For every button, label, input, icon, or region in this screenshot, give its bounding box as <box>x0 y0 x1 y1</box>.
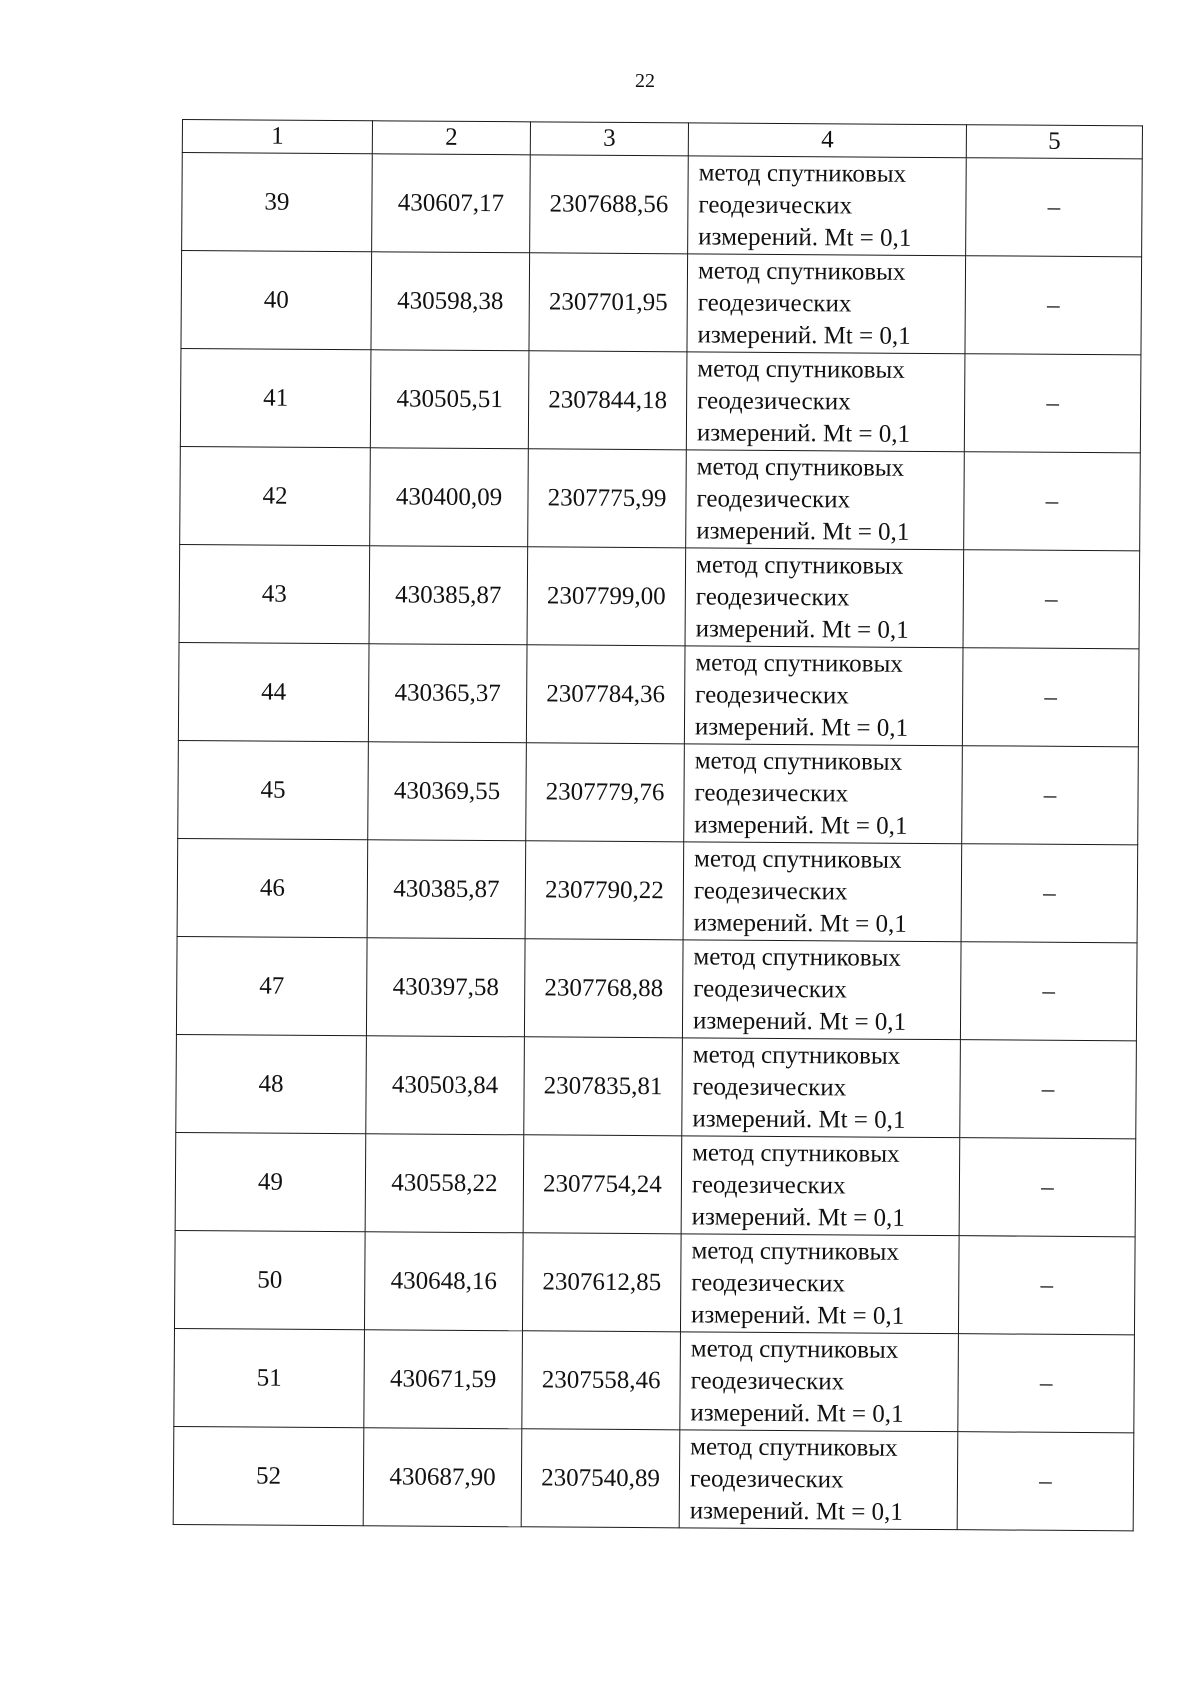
table-row <box>180 348 1141 452</box>
method-cell <box>682 1038 961 1138</box>
coordinates-table <box>173 119 1143 1531</box>
y-coordinate-cell: 2307612,85 <box>522 1233 681 1332</box>
method-line-3: измерений. Mt = 0,1 <box>698 222 912 252</box>
method-line-1: метод спутниковых <box>695 648 903 678</box>
method-line-1: метод спутниковых <box>698 158 907 188</box>
table-row <box>174 1328 1135 1432</box>
point-number-cell: 49 <box>175 1132 366 1231</box>
method-line-1: метод спутниковых <box>695 550 904 580</box>
table-row <box>176 1034 1137 1138</box>
table-row <box>179 544 1140 648</box>
method-cell <box>687 254 966 354</box>
method-line-2: геодезических <box>692 1072 847 1101</box>
method-line-3: измерений. Mt = 0,1 <box>690 1398 904 1428</box>
method-line-3: измерений. Mt = 0,1 <box>691 1202 905 1232</box>
column-header-3: 3 <box>530 122 688 156</box>
point-number-cell: 41 <box>180 348 371 447</box>
y-coordinate-cell: 2307775,99 <box>528 449 687 548</box>
y-coordinate-cell: 2307540,89 <box>521 1429 680 1528</box>
method-line-3: измерений. Mt = 0,1 <box>695 614 909 644</box>
note-cell: – <box>964 354 1141 453</box>
method-line-3: измерений. Mt = 0,1 <box>696 418 911 448</box>
method-line-1: метод спутниковых <box>692 1040 901 1070</box>
y-coordinate-cell: 2307784,36 <box>526 645 685 744</box>
x-coordinate-cell: 430365,37 <box>368 644 527 743</box>
table-row <box>174 1230 1135 1334</box>
method-cell <box>681 1136 960 1236</box>
column-header-5: 5 <box>966 125 1142 159</box>
method-line-1: метод спутниковых <box>693 942 901 972</box>
x-coordinate-cell: 430671,59 <box>364 1330 523 1429</box>
method-line-1: метод спутниковых <box>690 1334 899 1364</box>
method-line-1: метод спутниковых <box>692 1138 900 1168</box>
y-coordinate-cell: 2307768,88 <box>524 939 683 1038</box>
method-line-1: метод спутниковых <box>697 256 906 286</box>
method-cell <box>686 450 965 550</box>
point-number-cell: 51 <box>174 1328 365 1427</box>
y-coordinate-cell: 2307558,46 <box>522 1331 681 1430</box>
method-line-3: измерений. Mt = 0,1 <box>696 516 910 546</box>
y-coordinate-cell: 2307844,18 <box>528 351 687 450</box>
method-line-2: геодезических <box>694 778 849 807</box>
table-row <box>173 1426 1134 1530</box>
method-line-3: измерений. Mt = 0,1 <box>697 320 911 350</box>
note-cell: – <box>961 844 1138 943</box>
x-coordinate-cell: 430607,17 <box>372 154 531 253</box>
note-cell: – <box>964 452 1141 551</box>
method-line-3: измерений. Mt = 0,1 <box>692 1104 906 1134</box>
point-number-cell: 39 <box>182 153 373 252</box>
method-line-3: измерений. Mt = 0,1 <box>693 908 907 938</box>
x-coordinate-cell: 430505,51 <box>370 350 529 449</box>
x-coordinate-cell: 430400,09 <box>370 448 529 547</box>
y-coordinate-cell: 2307754,24 <box>523 1135 682 1234</box>
method-cell <box>688 156 967 256</box>
table-row <box>180 446 1141 550</box>
point-number-cell: 46 <box>177 838 368 937</box>
table-row <box>175 1132 1136 1236</box>
note-cell: – <box>965 256 1142 355</box>
point-number-cell: 42 <box>180 446 371 545</box>
x-coordinate-cell: 430397,58 <box>366 938 525 1037</box>
y-coordinate-cell: 2307688,56 <box>530 155 689 254</box>
x-coordinate-cell: 430687,90 <box>363 1428 522 1527</box>
method-line-3: измерений. Mt = 0,1 <box>694 712 909 742</box>
method-cell <box>680 1234 959 1334</box>
method-line-2: геодезических <box>698 190 853 219</box>
method-line-2: геодезических <box>695 680 849 709</box>
method-line-3: измерений. Mt = 0,1 <box>692 1006 907 1036</box>
note-cell: – <box>960 1040 1137 1139</box>
table-row <box>182 153 1143 257</box>
method-line-2: геодезических <box>693 876 848 905</box>
table-row <box>181 251 1142 355</box>
note-cell: – <box>963 550 1140 649</box>
note-cell: – <box>960 942 1137 1041</box>
note-cell: – <box>966 158 1143 257</box>
method-line-2: геодезических <box>691 1170 846 1199</box>
point-number-cell: 45 <box>178 740 369 839</box>
method-cell <box>682 940 961 1040</box>
method-cell <box>683 842 962 942</box>
method-line-2: геодезических <box>697 288 852 317</box>
method-cell <box>680 1332 959 1432</box>
method-cell <box>684 744 963 844</box>
x-coordinate-cell: 430385,87 <box>369 546 528 645</box>
note-cell: – <box>962 746 1139 845</box>
table-row <box>178 740 1139 844</box>
method-line-1: метод спутниковых <box>697 354 905 384</box>
note-cell: – <box>958 1236 1135 1335</box>
method-line-1: метод спутниковых <box>694 844 902 874</box>
note-cell: – <box>957 1432 1134 1531</box>
method-line-2: геодезических <box>696 484 851 513</box>
method-line-1: метод спутниковых <box>690 1432 898 1462</box>
point-number-cell: 43 <box>179 544 370 643</box>
point-number-cell: 52 <box>173 1426 364 1525</box>
method-line-1: метод спутниковых <box>696 452 905 482</box>
column-header-4: 4 <box>688 123 966 158</box>
note-cell: – <box>958 1334 1135 1433</box>
method-cell <box>684 646 963 746</box>
x-coordinate-cell: 430558,22 <box>365 1134 524 1233</box>
method-line-2: геодезических <box>695 582 850 611</box>
method-line-2: геодезических <box>693 974 847 1003</box>
note-cell: – <box>959 1138 1136 1237</box>
method-cell <box>686 352 965 452</box>
table-row <box>177 838 1138 942</box>
x-coordinate-cell: 430369,55 <box>368 742 527 841</box>
y-coordinate-cell: 2307779,76 <box>526 743 685 842</box>
method-line-2: геодезических <box>697 386 851 415</box>
method-line-3: измерений. Mt = 0,1 <box>694 810 908 840</box>
page-number: 22 <box>635 70 655 92</box>
column-header-2: 2 <box>372 121 530 155</box>
column-header-1: 1 <box>182 120 372 154</box>
point-number-cell: 44 <box>178 642 369 741</box>
y-coordinate-cell: 2307790,22 <box>525 841 684 940</box>
point-number-cell: 40 <box>181 251 372 350</box>
y-coordinate-cell: 2307799,00 <box>527 547 686 646</box>
y-coordinate-cell: 2307835,81 <box>524 1037 683 1136</box>
method-line-2: геодезических <box>689 1464 844 1493</box>
method-line-3: измерений. Mt = 0,1 <box>690 1300 905 1330</box>
method-line-2: геодезических <box>691 1268 845 1297</box>
method-cell <box>679 1430 958 1530</box>
table-body <box>173 153 1142 1531</box>
x-coordinate-cell: 430648,16 <box>364 1232 523 1331</box>
table-row <box>176 936 1137 1040</box>
point-number-cell: 48 <box>176 1034 367 1133</box>
method-line-1: метод спутниковых <box>694 746 903 776</box>
x-coordinate-cell: 430598,38 <box>371 252 530 351</box>
point-number-cell: 50 <box>174 1230 365 1329</box>
x-coordinate-cell: 430385,87 <box>367 840 526 939</box>
method-line-1: метод спутниковых <box>691 1236 899 1266</box>
x-coordinate-cell: 430503,84 <box>366 1036 525 1135</box>
method-cell <box>685 548 964 648</box>
y-coordinate-cell: 2307701,95 <box>529 253 688 352</box>
method-line-2: геодезических <box>690 1366 845 1395</box>
table-row <box>178 642 1139 746</box>
point-number-cell: 47 <box>176 936 367 1035</box>
note-cell: – <box>962 648 1139 747</box>
method-line-3: измерений. Mt = 0,1 <box>689 1496 903 1526</box>
